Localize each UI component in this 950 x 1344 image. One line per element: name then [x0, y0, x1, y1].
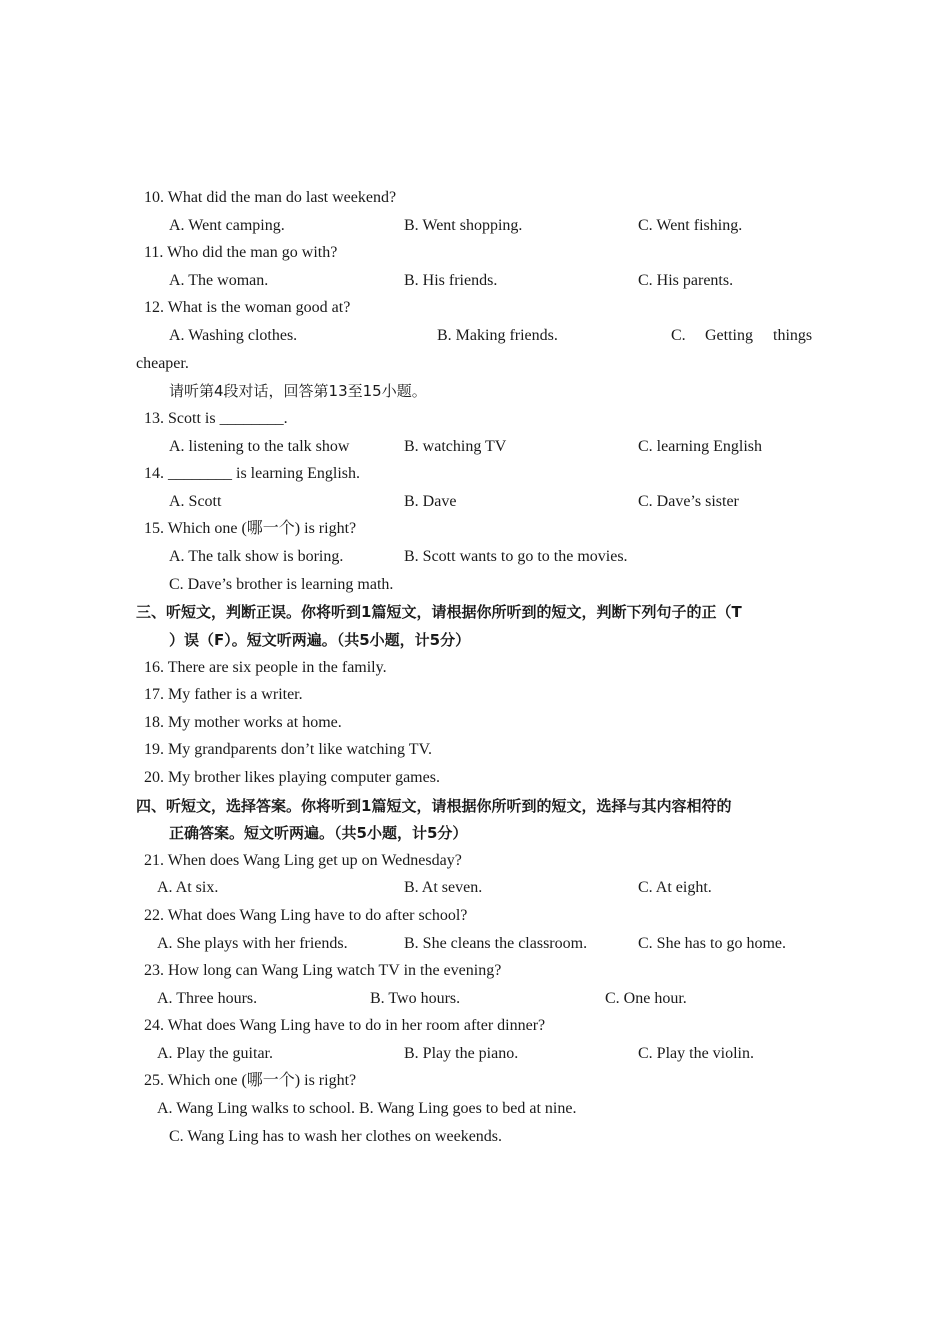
section-4-heading-cont: 正确答案。短文听两遍。（共5小题，计5分）: [169, 824, 468, 842]
option-21-b: B. At seven.: [404, 879, 483, 896]
question-21: 21. When does Wang Ling get up on Wednesday?: [144, 852, 462, 869]
option-15-b: B. Scott wants to go to the movies.: [404, 548, 628, 565]
option-13-a: A. listening to the talk show: [169, 438, 350, 455]
question-12: 12. What is the woman good at?: [144, 299, 351, 316]
option-12-a: A. Washing clothes.: [169, 327, 298, 344]
option-10-b: B. Went shopping.: [404, 217, 523, 234]
option-10-c: C. Went fishing.: [638, 217, 743, 234]
option-14-b: B. Dave: [404, 493, 457, 510]
option-13-b: B. watching TV: [404, 438, 507, 455]
option-21-a: A. At six.: [157, 879, 219, 896]
question-13: 13. Scott is ________.: [144, 410, 288, 427]
option-24-b: B. Play the piano.: [404, 1045, 519, 1062]
option-24-a: A. Play the guitar.: [157, 1045, 273, 1062]
option-22-b: B. She cleans the classroom.: [404, 935, 588, 952]
option-24-c: C. Play the violin.: [638, 1045, 754, 1062]
section-3-heading: 三、听短文，判断正误。你将听到1篇短文，请根据你所听到的短文，判断下列句子的正（T: [136, 603, 742, 621]
option-12-c-word2: things: [773, 327, 813, 344]
statement-17: 17. My father is a writer.: [144, 686, 303, 703]
option-23-b: B. Two hours.: [370, 990, 461, 1007]
option-14-a: A. Scott: [169, 493, 222, 510]
section-3-heading-cont: ）误（F）。短文听两遍。（共5小题，计5分）: [169, 631, 471, 649]
question-23: 23. How long can Wang Ling watch TV in the evening?: [144, 962, 502, 979]
statement-19: 19. My grandparents don’t like watching TV.: [144, 741, 432, 758]
question-25: 25. Which one (哪一个) is right?: [144, 1072, 357, 1089]
option-15-a: A. The talk show is boring.: [169, 548, 344, 565]
question-14: 14. ________ is learning English.: [144, 465, 360, 482]
option-25-c: C. Wang Ling has to wash her clothes on weekends.: [169, 1128, 503, 1145]
option-13-c: C. learning English: [638, 438, 762, 455]
option-23-a: A. Three hours.: [157, 990, 258, 1007]
dialogue-4-instruction: 请听第4段对话，回答第13至15小题。: [169, 382, 427, 400]
option-23-c: C. One hour.: [605, 990, 687, 1007]
statement-18: 18. My mother works at home.: [144, 714, 342, 731]
question-22: 22. What does Wang Ling have to do after school?: [144, 907, 468, 924]
option-11-b: B. His friends.: [404, 272, 498, 289]
option-25-ab: A. Wang Ling walks to school. B. Wang Ling goes to bed at nine.: [157, 1100, 577, 1117]
option-22-c: C. She has to go home.: [638, 935, 786, 952]
option-11-c: C. His parents.: [638, 272, 734, 289]
option-12-c-word3: cheaper.: [136, 355, 189, 372]
option-22-a: A. She plays with her friends.: [157, 935, 348, 952]
question-10: 10. What did the man do last weekend?: [144, 189, 397, 206]
option-12-c-label: C.: [671, 327, 686, 344]
section-4-heading: 四、听短文，选择答案。你将听到1篇短文，请根据你所听到的短文，选择与其内容相符的: [136, 797, 732, 815]
option-15-c: C. Dave’s brother is learning math.: [169, 576, 394, 593]
question-15: 15. Which one (哪一个) is right?: [144, 520, 357, 537]
option-14-c: C. Dave’s sister: [638, 493, 739, 510]
option-21-c: C. At eight.: [638, 879, 712, 896]
option-12-c-word1: Getting: [705, 327, 753, 344]
question-24: 24. What does Wang Ling have to do in her room after dinner?: [144, 1017, 546, 1034]
option-12-b: B. Making friends.: [437, 327, 558, 344]
statement-20: 20. My brother likes playing computer games.: [144, 769, 440, 786]
statement-16: 16. There are six people in the family.: [144, 659, 387, 676]
question-11: 11. Who did the man go with?: [144, 244, 338, 261]
option-10-a: A. Went camping.: [169, 217, 285, 234]
option-11-a: A. The woman.: [169, 272, 269, 289]
